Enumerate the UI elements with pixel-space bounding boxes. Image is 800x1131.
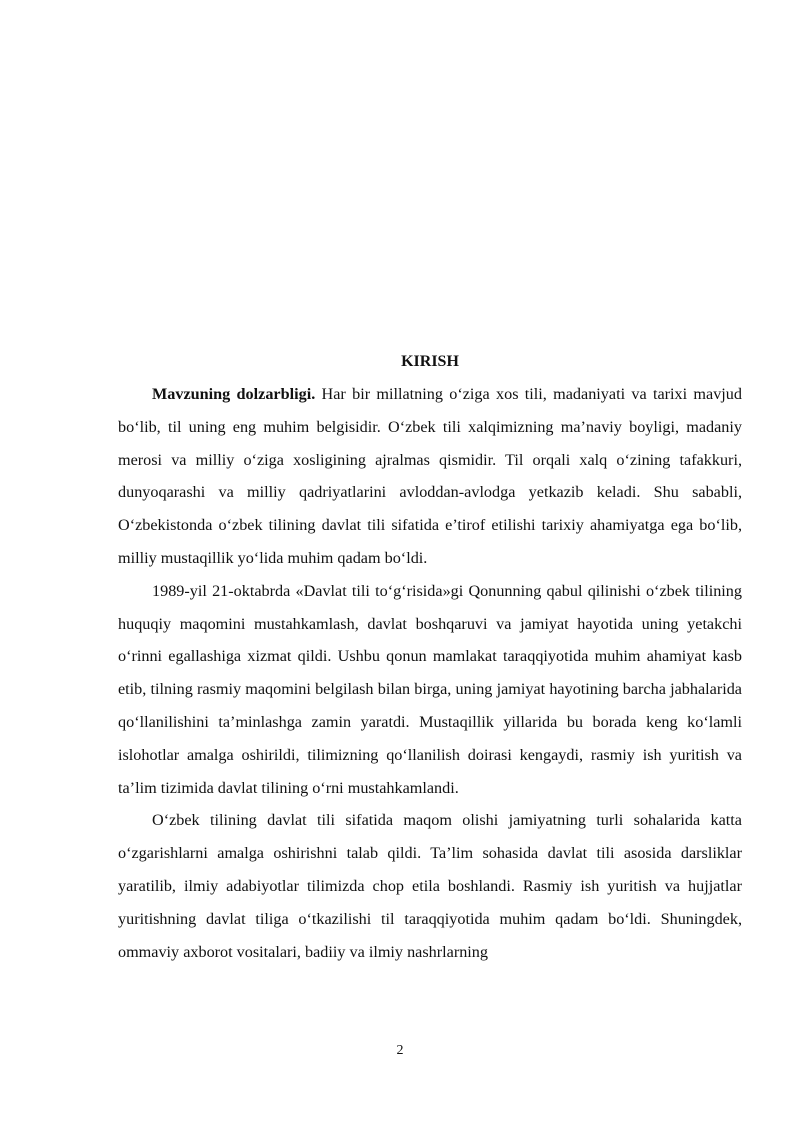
body-text xyxy=(118,378,742,968)
section-heading: KIRISH xyxy=(401,353,459,370)
paragraph xyxy=(118,378,742,575)
page-number: 2 xyxy=(396,1043,404,1058)
paragraph-lead: Mavzuning dolzarbligi. xyxy=(152,385,316,403)
paragraph-text: 1989-yil 21-oktabrda «Davlat tili to‘g‘risida»gi Qonunning qabul qilinishi o‘zbek tilining huquqiy maqomini mustahkamlash, davlat boshqaruvi va jamiyat hayotida uning yetakchi o‘rinni egallashiga xizmat qildi. Ushbu qonun mamlakat taraqqiyotida muhim ahamiyat kasb etib, tilning rasmiy maqomini belgilash bilan birga, uning jamiyat hayotining barcha jabhalarida qo‘llanilishini ta’minlashga zamin yaratdi. Mustaqillik yillarida bu borada keng ko‘lamli islohotlar amalga oshirildi, tilimizning qo‘llanilish doirasi kengaydi, rasmiy ish yuritish va ta’lim tizimida davlat tilining o‘rni mustahkamlandi. xyxy=(118,581,742,797)
paragraph-text: O‘zbek tilining davlat tili sifatida maqom olishi jamiyatning turli sohalarida katta o‘zgarishlarni amalga oshirishni talab qildi. Ta’lim sohasida davlat tili asosida darsliklar yaratilib, ilmiy adabiyotlar tilimizda chop etila boshlandi. Rasmiy ish yuritish va hujjatlar yuritishning davlat tiliga o‘tkazilishi til taraqqiyotida muhim qadam bo‘ldi. Shuningdek, ommaviy axborot vositalari, badiiy va ilmiy nashrlarning xyxy=(118,811,742,961)
paragraph-text: Har bir millatning o‘ziga xos tili, madaniyati va tarixi mavjud bo‘lib, til uning eng muhim belgisidir. O‘zbek tili xalqimizning ma’naviy boyligi, madaniy merosi va milliy o‘ziga xosligining ajralmas qismidir. Til orqali xalq o‘zining tafakkuri, dunyoqarashi va milliy qadriyatlarini avloddan-avlodga yetkazib keladi. Shu sababli, O‘zbekistonda o‘zbek tilining davlat tili sifatida e’tirof etilishi tarixiy ahamiyatga ega bo‘lib, milliy mustaqillik yo‘lida muhim qadam bo‘ldi. xyxy=(118,385,742,567)
paragraph xyxy=(118,575,742,805)
paragraph xyxy=(118,804,742,968)
